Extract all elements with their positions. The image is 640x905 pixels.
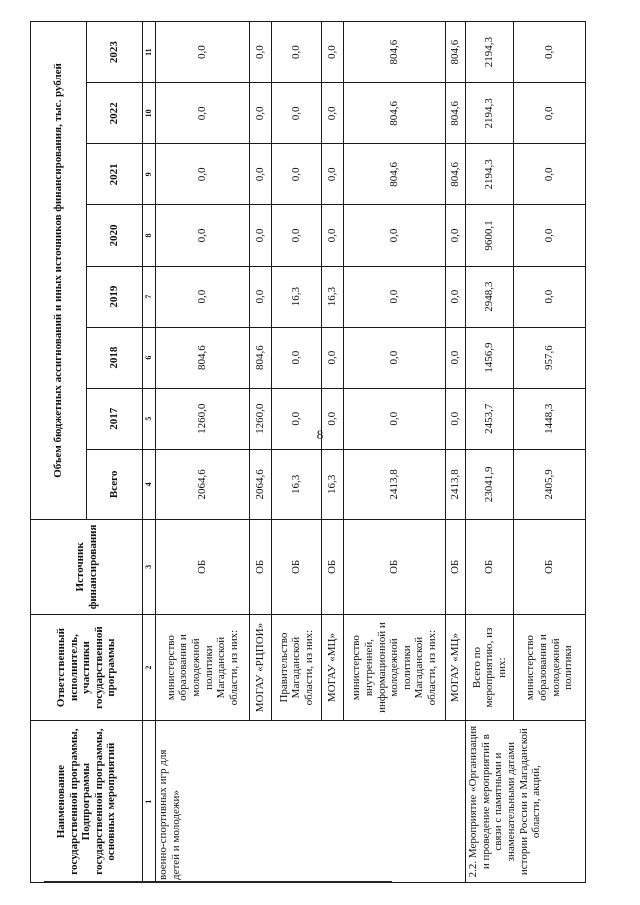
value-total: 2064,6 [156, 449, 250, 519]
value-2021: 804,6 [344, 144, 446, 205]
value-2020: 0,0 [322, 205, 344, 266]
column-number: 3 [143, 519, 156, 614]
value-2018: 0,0 [446, 327, 466, 388]
value-2023: 0,0 [156, 22, 250, 83]
value-2022: 804,6 [344, 83, 446, 144]
value-2018: 804,6 [250, 327, 272, 388]
value-2018: 0,0 [272, 327, 322, 388]
value-2021: 804,6 [446, 144, 466, 205]
value-2020: 0,0 [272, 205, 322, 266]
source-cell: ОБ [466, 519, 514, 614]
value-2023: 0,0 [322, 22, 344, 83]
executor-cell: МОГАУ «МЦ» [446, 614, 466, 720]
value-2017: 1260,0 [250, 388, 272, 449]
header-budget-group: Объем бюджетных ассигнований и иных источников финансирования, тыс. рублей [31, 22, 87, 520]
value-2021: 0,0 [250, 144, 272, 205]
value-2023: 804,6 [344, 22, 446, 83]
value-2018: 1456,9 [466, 327, 514, 388]
value-2017: 0,0 [272, 388, 322, 449]
value-2020: 0,0 [250, 205, 272, 266]
column-number: 1 [143, 721, 156, 883]
value-2021: 0,0 [514, 144, 586, 205]
executor-cell: министерство образования и молодежной политики Магаданской области, из них: [156, 614, 250, 720]
source-cell: ОБ [156, 519, 250, 614]
executor-cell: МОГАУ «РЦПОИ» [250, 614, 272, 720]
source-cell: ОБ [272, 519, 322, 614]
header-year-2017: 2017 [87, 388, 143, 449]
column-number: 5 [143, 388, 156, 449]
value-2022: 0,0 [250, 83, 272, 144]
value-2023: 0,0 [272, 22, 322, 83]
value-2023: 0,0 [514, 22, 586, 83]
value-2019: 2948,3 [466, 266, 514, 327]
column-number: 10 [143, 83, 156, 144]
value-total: 23041,9 [466, 449, 514, 519]
value-2018: 957,6 [514, 327, 586, 388]
value-2021: 0,0 [156, 144, 250, 205]
value-2017: 2453,7 [466, 388, 514, 449]
value-2017: 1260,0 [156, 388, 250, 449]
value-2022: 0,0 [272, 83, 322, 144]
value-2019: 0,0 [514, 266, 586, 327]
source-cell: ОБ [344, 519, 446, 614]
value-2023: 804,6 [446, 22, 466, 83]
footer-rule [44, 881, 392, 883]
header-year-2021: 2021 [87, 144, 143, 205]
value-2017: 0,0 [322, 388, 344, 449]
header-year-2019: 2019 [87, 266, 143, 327]
value-total: 2064,6 [250, 449, 272, 519]
header-program-name: Наименование государственной программы, Подпрограммы государственной программы, основных мероприятий [31, 721, 143, 883]
program-name-cell: военно-спортивных игр для детей и молодежи» [156, 721, 466, 883]
header-year-2023: 2023 [87, 22, 143, 83]
value-2022: 804,6 [446, 83, 466, 144]
rotated-table-container [30, 21, 634, 883]
value-total: 2413,8 [344, 449, 446, 519]
header-year-2020: 2020 [87, 205, 143, 266]
value-total: 2405,9 [514, 449, 586, 519]
executor-cell: МОГАУ «МЦ» [322, 614, 344, 720]
value-2019: 16,3 [322, 266, 344, 327]
value-2019: 16,3 [272, 266, 322, 327]
program-name-cell: 2.2. Мероприятие «Организация и проведение мероприятий в связи с памятными и знаменательными датами истории России и Магаданской области, акций, [466, 721, 586, 883]
value-2020: 0,0 [514, 205, 586, 266]
column-number: 7 [143, 266, 156, 327]
value-2019: 0,0 [344, 266, 446, 327]
value-2020: 9600,1 [466, 205, 514, 266]
value-2022: 0,0 [156, 83, 250, 144]
value-2019: 0,0 [250, 266, 272, 327]
value-2019: 0,0 [446, 266, 466, 327]
page-number: 8 [316, 427, 324, 442]
executor-cell: Правительство Магаданской области, из них: [272, 614, 322, 720]
value-2020: 0,0 [344, 205, 446, 266]
table-row [466, 22, 514, 883]
value-2017: 0,0 [344, 388, 446, 449]
header-year-2022: 2022 [87, 83, 143, 144]
value-2021: 0,0 [272, 144, 322, 205]
source-cell: ОБ [250, 519, 272, 614]
value-2023: 2194,3 [466, 22, 514, 83]
value-total: 2413,8 [446, 449, 466, 519]
value-2022: 2194,3 [466, 83, 514, 144]
value-2023: 0,0 [250, 22, 272, 83]
header-total: Всего [87, 449, 143, 519]
column-number: 9 [143, 144, 156, 205]
value-2021: 2194,3 [466, 144, 514, 205]
header-executor: Ответственный исполнитель, участники государственной программы [31, 614, 143, 720]
value-2021: 0,0 [322, 144, 344, 205]
header-year-2018: 2018 [87, 327, 143, 388]
source-cell: ОБ [322, 519, 344, 614]
executor-cell: Всего по мероприятию, из них: [466, 614, 514, 720]
header-source: Источник финансирования [31, 519, 143, 614]
value-2020: 0,0 [446, 205, 466, 266]
budget-table [30, 21, 586, 883]
column-number: 11 [143, 22, 156, 83]
executor-cell: министерство внутренней, информационной и молодежной политики Магаданской области, из них: [344, 614, 446, 720]
column-number: 6 [143, 327, 156, 388]
value-2022: 0,0 [322, 83, 344, 144]
value-2020: 0,0 [156, 205, 250, 266]
value-2018: 804,6 [156, 327, 250, 388]
value-2019: 0,0 [156, 266, 250, 327]
column-number: 2 [143, 614, 156, 720]
value-total: 16,3 [322, 449, 344, 519]
value-total: 16,3 [272, 449, 322, 519]
source-cell: ОБ [514, 519, 586, 614]
executor-cell: министерство образования и молодежной политики [514, 614, 586, 720]
column-number: 8 [143, 205, 156, 266]
value-2017: 1448,3 [514, 388, 586, 449]
source-cell: ОБ [446, 519, 466, 614]
column-number-row [143, 22, 156, 883]
value-2022: 0,0 [514, 83, 586, 144]
value-2018: 0,0 [322, 327, 344, 388]
value-2017: 0,0 [446, 388, 466, 449]
value-2018: 0,0 [344, 327, 446, 388]
column-number: 4 [143, 449, 156, 519]
table-row [156, 22, 250, 883]
